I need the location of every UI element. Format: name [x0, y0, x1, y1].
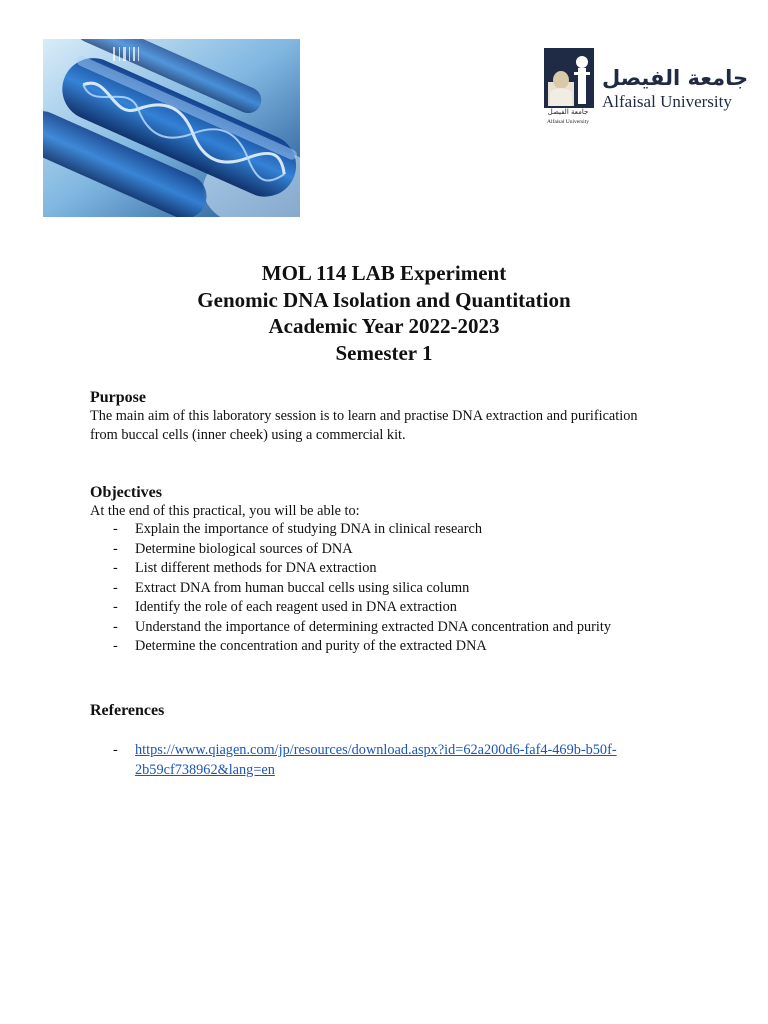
purpose-line-2: from buccal cells (inner cheek) using a commercial kit.	[90, 427, 406, 443]
objective-text: Understand the importance of determining extracted DNA concentration and purity	[135, 618, 612, 635]
list-item: - Explain the importance of studying DNA in clinical research	[113, 521, 482, 537]
purpose-heading: Purpose	[90, 389, 146, 406]
university-emblem-icon	[544, 48, 594, 108]
objectives-intro: At the end of this practical, you will be able to:	[90, 503, 360, 519]
dna-tubes-illustration	[43, 39, 300, 217]
link-line-1: https://www.qiagen.com/jp/resources/download.aspx?id=62a200d6-faf4-469b-b50f-	[135, 742, 617, 758]
purpose-text	[90, 407, 690, 445]
qiagen-reference-link[interactable]	[135, 741, 690, 780]
alfaisal-university-logo	[542, 46, 749, 132]
objective-text: Determine the concentration and purity of the extracted DNA	[135, 638, 487, 654]
logo-english-name: Alfaisal University	[602, 92, 732, 111]
document-title	[0, 260, 768, 366]
objective-text: Extract DNA from human buccal cells using silica column	[135, 579, 470, 596]
list-item: - Understand the importance of determining extracted DNA concentration and purity	[113, 618, 612, 635]
link-line-2: 2b59cf738962&lang=en	[135, 761, 275, 778]
objective-text: Determine biological sources of DNA	[135, 540, 353, 557]
references-heading: References	[90, 702, 165, 719]
list-item: - Identify the role of each reagent used in DNA extraction	[113, 599, 457, 615]
title-academic-year: Academic Year 2022-2023	[268, 314, 500, 338]
logo-arabic-name: جامعة الفيصل	[602, 66, 749, 90]
logo-caption-arabic: جامعة الفيصل	[547, 108, 589, 116]
objective-text: List different methods for DNA extraction	[135, 560, 377, 576]
title-course: MOL 114 LAB Experiment	[261, 261, 507, 285]
list-item: - List different methods for DNA extraction	[113, 560, 377, 576]
list-item: - Determine biological sources of DNA	[113, 540, 353, 557]
reference-item: - https://www.qiagen.com/jp/resources/download.aspx?id=62a200d6-faf4-469b-b50f- 2b59cf738962&lang=en	[90, 741, 690, 780]
objectives-heading: Objectives	[90, 484, 162, 501]
title-semester: Semester 1	[335, 340, 433, 365]
objective-text: Identify the role of each reagent used in DNA extraction	[135, 599, 457, 615]
objectives-list	[90, 520, 611, 657]
list-item: - Determine the concentration and purity of the extracted DNA	[113, 638, 487, 654]
list-item: - Extract DNA from human buccal cells using silica column	[113, 579, 470, 596]
logo-caption-english: Alfaisal University	[546, 119, 589, 125]
hero-dna-tubes-image	[43, 39, 300, 217]
purpose-line-1: The main aim of this laboratory session is to learn and practise DNA extraction and purification	[90, 408, 638, 424]
objective-text: Explain the importance of studying DNA in clinical research	[135, 521, 482, 537]
title-experiment: Genomic DNA Isolation and Quantitation	[197, 287, 571, 312]
